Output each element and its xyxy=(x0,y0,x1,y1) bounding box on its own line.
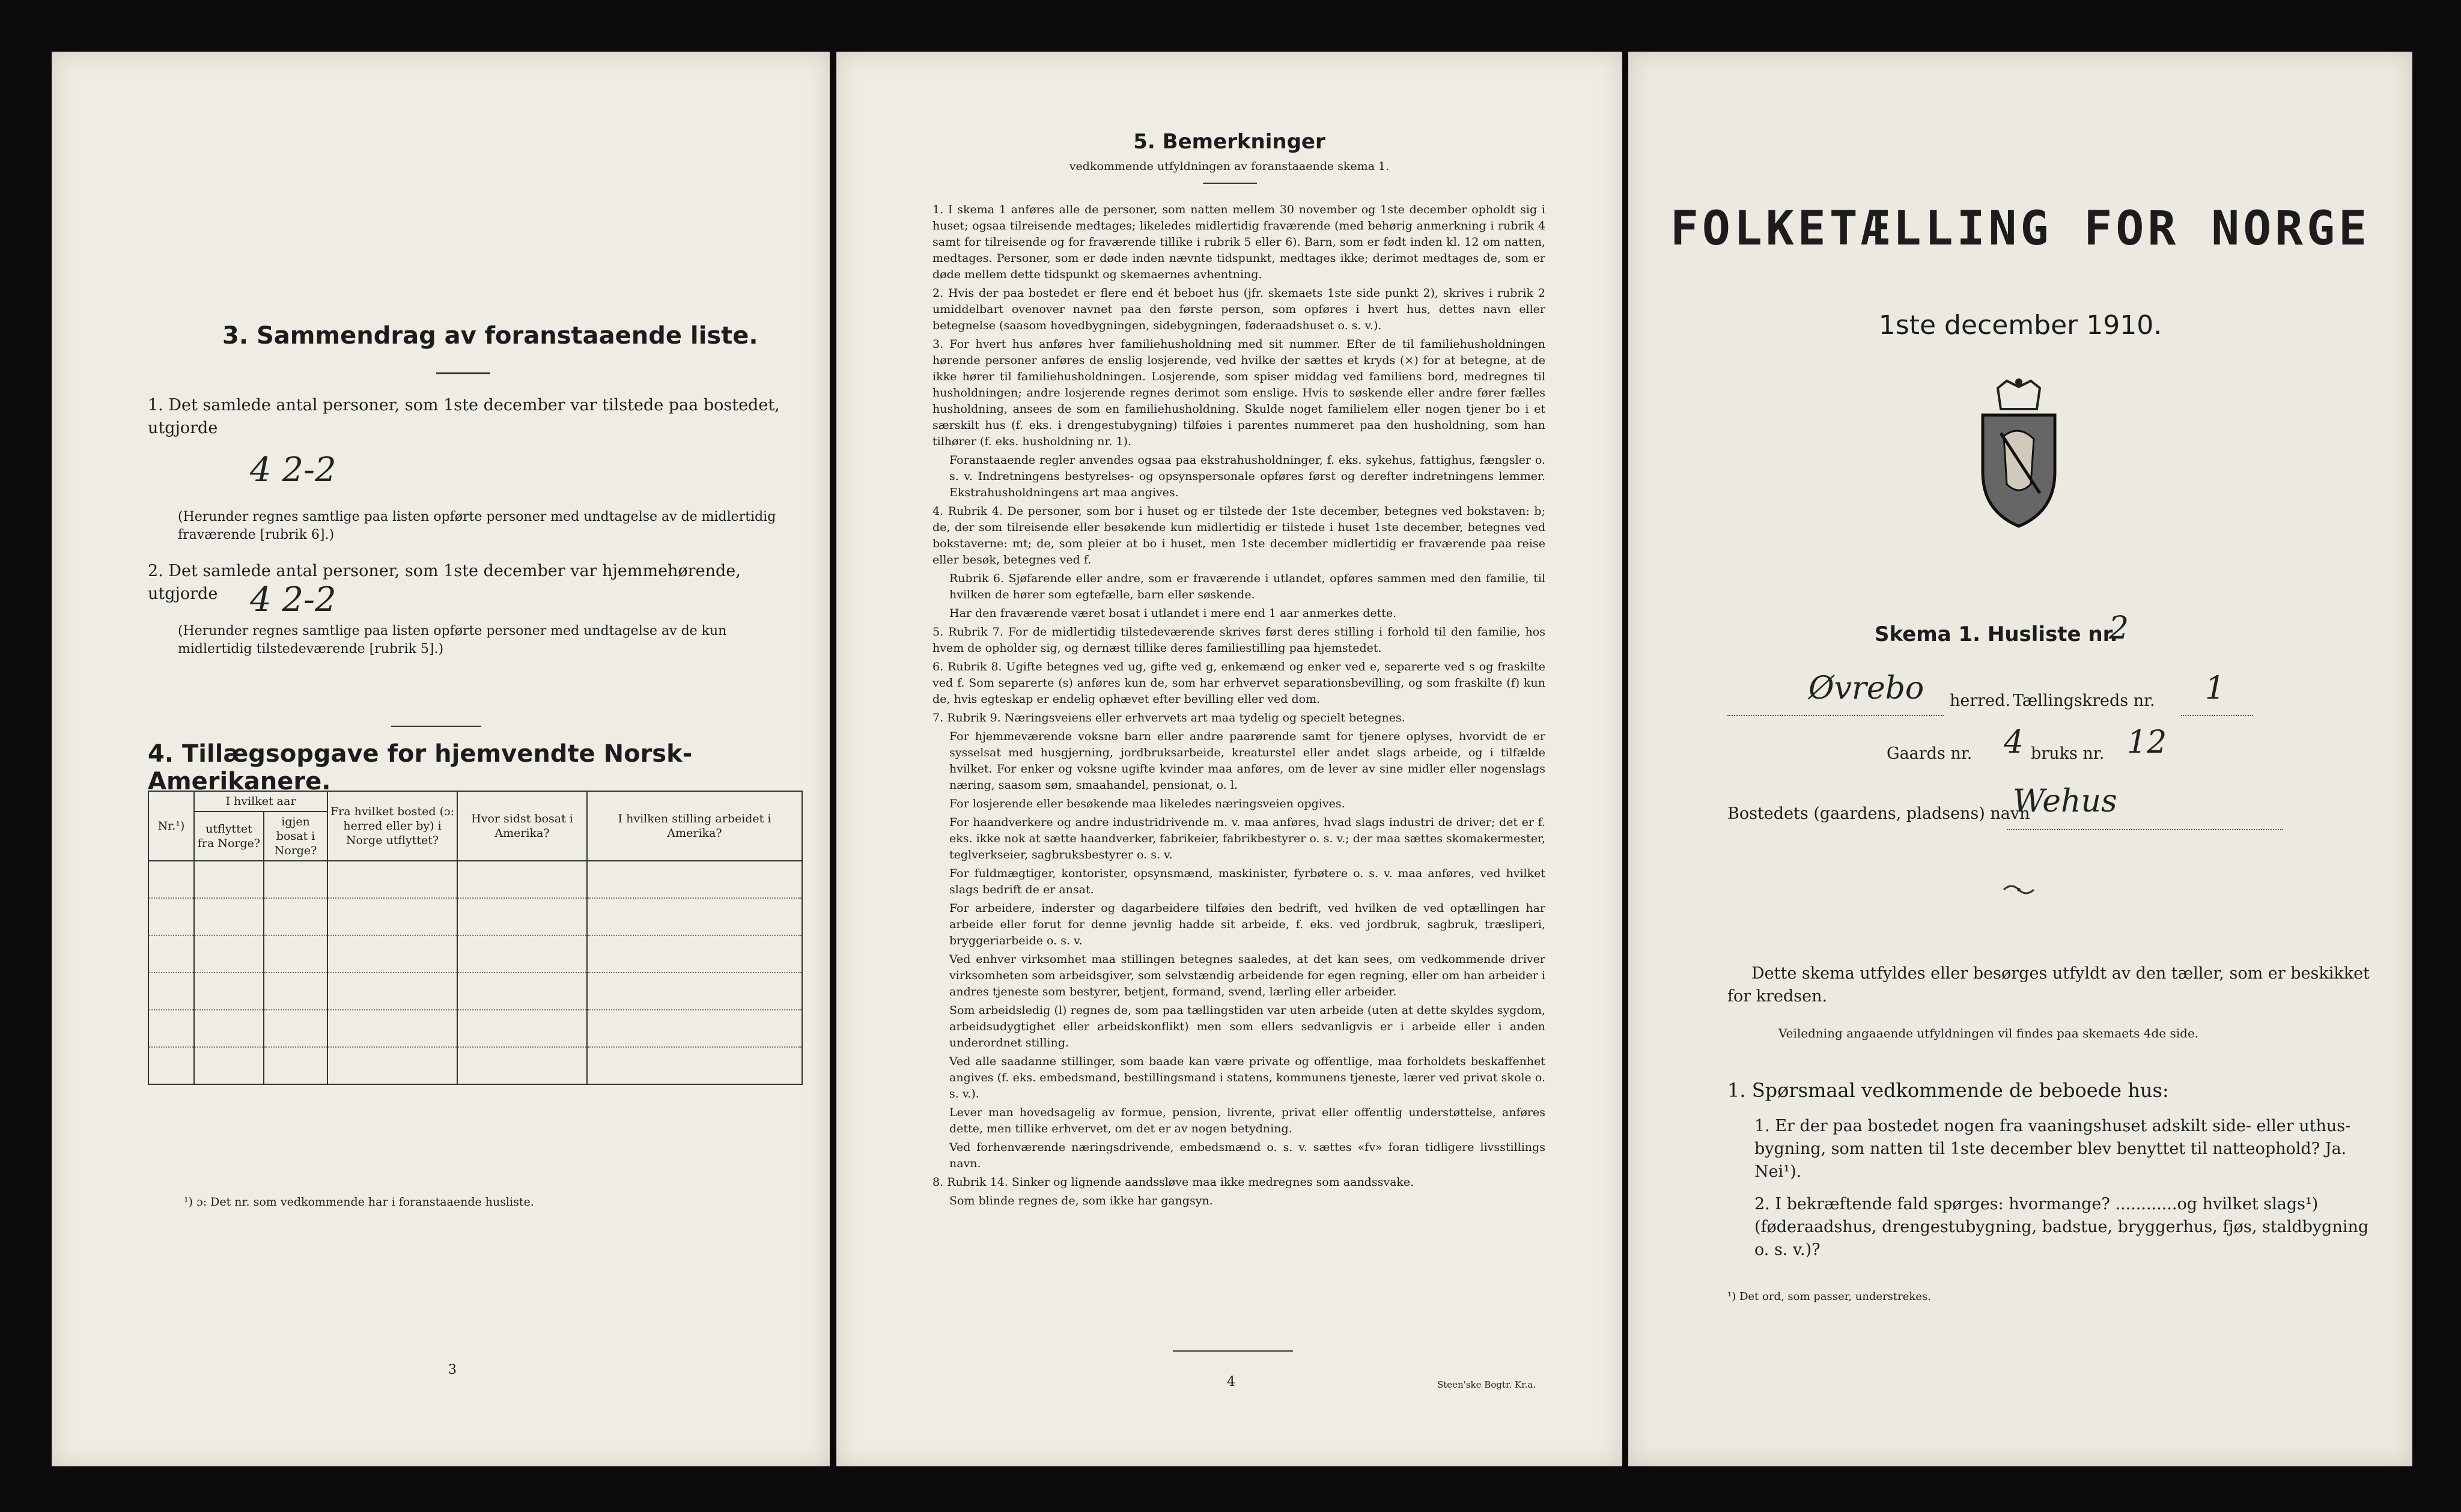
col-nr: Nr.¹) xyxy=(148,791,194,861)
item1-text: 1. Det samlede antal personer, som 1ste december var tilstede paa bostedet, utgjorde xyxy=(148,396,780,437)
remark-paragraph: Ved forhenværende næringsdrivende, embedsmænd o. s. v. sættes «fv» foran tidligere livsstillings navn. xyxy=(949,1141,1545,1170)
remark-paragraph: For hjemmeværende voksne barn eller andre paarørende samt for tjenere oplyses, hvorvidt de er sysselsat med husgjerning, jordbruksarbeide, kreaturstel eller andet slags arbeide, og i tilfælde hvilket. For enker og voksne ugifte kvinder maa anføres, om de lever av sine midler eller nogenslags næring, saasom søm, smaahandel, pensionat, o. l. xyxy=(949,730,1545,792)
section3-title: 3. Sammendrag av foranstaaende liste. xyxy=(222,322,758,350)
remarks-subtitle: vedkommende utfyldningen av foranstaaende skema 1. xyxy=(1069,160,1390,173)
bosted-value: Wehus xyxy=(2013,783,2117,819)
divider xyxy=(1173,1350,1293,1352)
remark-paragraph: For losjerende eller besøkende maa likeledes næringsveien opgives. xyxy=(949,797,1345,810)
table-row xyxy=(148,935,802,973)
intro-text: Dette skema utfyldes eller besørges utfyldt av den tæller, som er beskikket for kredsen. xyxy=(1727,964,2370,1006)
remark-paragraph: Ved alle saadanne stillinger, som baade kan være private og offentlige, maa forholdets beskaffenhet angives (f. eks. embedsmand, bestillingsmand i statens, kommunens tjeneste, lærer ved privat skole o. s. v.). xyxy=(949,1055,1545,1101)
remark-paragraph: 1. I skema 1 anføres alle de personer, som natten mellem 30 november og 1ste december opholdt sig i huset; ogsaa tilreisende medtages; likeledes midlertidig fraværende (med behørig anmerkning i rubrik 4 samt for tilreisende og for fraværende tillike i rubrik 5 eller 6). Barn, som er født inden kl. 12 om natten, medtages. Personer, som er døde inden nævnte tidspunkt, medtages ikke; derimot medtages de, som er døde mellem dette tidspunkt og skemaernes avhentning. xyxy=(932,203,1545,281)
page3-footnote: ¹) Det ord, som passer, understrekes. xyxy=(1727,1290,1931,1303)
item2-text: 2. Det samlede antal personer, som 1ste december var hjemmehørende, utgjorde xyxy=(148,562,741,603)
census-title: FOLKETÆLLING FOR NORGE xyxy=(1670,202,2371,256)
page-number: 4 xyxy=(1227,1374,1235,1389)
remark-paragraph: 3. For hvert hus anføres hver familiehusholdning med sit nummer. Efter de til familiehusholdningen hørende personer anføres de enslig losjerende, ved hvilke der sættes et kryds (×) for at betegne, at de ikke hører til familiehusholdningen. Losjerende, som spiser middag ved familiens bord, medregnes til husholdningen; andre losjerende regnes derimot som enslige. Hvis to søskende eller andre fører fælles husholdning, ansees de som en familiehusholdning. Skulde noget familielem eller nogen tjener bo i et særskilt hus (f. eks. i drengestubygning) tilføies i parentes nummeret paa den husholdning, som han tilhører (f. eks. husholdning nr. 1). xyxy=(932,338,1545,448)
col-utflyttet: utflyttet fra Norge? xyxy=(194,812,264,861)
remark-paragraph: For haandverkere og andre industridrivende m. v. maa anføres, hvad slags industri de driver; det er f. eks. ikke nok at sætte haandverker, fabrikeier, fabrikbestyrer o. s. v.; der maa sættes skomakermester, teglverkseier, sagbruksbestyrer o. s. v. xyxy=(949,816,1545,861)
herred-value: Øvrebo xyxy=(1808,670,1924,706)
remark-paragraph: 8. Rubrik 14. Sinker og lignende aandssløve maa ikke medregnes som aandssvake. xyxy=(932,1176,1414,1189)
remark-paragraph: Som blinde regnes de, som ikke har gangsyn. xyxy=(949,1194,1213,1207)
item2-value: 4 2-2 xyxy=(250,580,336,619)
table-row xyxy=(148,1010,802,1047)
divider xyxy=(391,726,481,727)
ornament-icon xyxy=(2001,881,2037,899)
printer-mark: Steen'ske Bogtr. Kr.a. xyxy=(1437,1379,1536,1390)
question-1: 1. Er der paa bostedet nogen fra vaaningshuset adskilt side- eller uthus-bygning, som natten til 1ste december blev benyttet til natteophold? Ja. Nei¹). xyxy=(1754,1117,2351,1181)
remark-paragraph: For arbeidere, inderster og dagarbeidere tilføies den bedrift, ved hvilken de ved optællingen har arbeide eller forut for denne jevnlig hadde sit arbeide, f. eks. ved jordbruk, sagbruk, træsliperi, bryggeriarbeide o. s. v. xyxy=(949,902,1545,947)
intro-note: Veiledning angaaende utfyldningen vil findes paa skemaets 4de side. xyxy=(1778,1026,2199,1040)
page-middle xyxy=(836,52,1622,1466)
table-row xyxy=(148,1047,802,1084)
col-fra: Fra hvilket bosted (ɔ: herred eller by) i Norge utflyttet? xyxy=(327,791,457,861)
col-group: I hvilket aar xyxy=(194,791,327,812)
remark-paragraph: 7. Rubrik 9. Næringsveiens eller erhvervets art maa tydelig og specielt betegnes. xyxy=(932,711,1405,724)
remark-paragraph: 6. Rubrik 8. Ugifte betegnes ved ug, gifte ved g, enkemænd og enker ved e, separerte ved s og fraskilte ved f. Som separerte (s) anføres kun de, som har erhvervet separationsbevilling, og som fraskilte (f) kun de, hvis egteskap er endelig ophævet efter bevilling eller ved dom. xyxy=(932,660,1545,706)
census-date: 1ste december 1910. xyxy=(1878,310,2162,341)
table-row xyxy=(148,973,802,1010)
remark-paragraph: Som arbeidsledig (l) regnes de, som paa tællingstiden var uten arbeide (uten at dette skyldes sygdom, arbeidsudygtighet eller arbeidskonflikt) men som ellers sedvanligvis er i arbeide eller i anden underordnet stilling. xyxy=(949,1004,1545,1049)
remark-paragraph: Rubrik 6. Sjøfarende eller andre, som er fraværende i utlandet, opføres sammen med den familie, til hvilken de hører som egtefælle, barn eller søskende. xyxy=(949,572,1545,601)
col-igjen: igjen bosat i Norge? xyxy=(264,812,327,861)
kreds-label: Tællingskreds nr. xyxy=(2013,691,2155,710)
remark-paragraph: 2. Hvis der paa bostedet er flere end ét beboet hus (jfr. skemaets 1ste side punkt 2), skrives i rubrik 2 umiddelbart ovenover navnet paa den første person, som opføres i hvert hus, dettes navn eller betegnelse (saasom hovedbygningen, sidebygningen, føderaadshuset o. s. v.). xyxy=(932,287,1545,332)
bruks-label: bruks nr. xyxy=(2031,744,2105,763)
gaards-label: Gaards nr. xyxy=(1887,744,1973,763)
question-2: 2. I bekræftende fald spørges: hvormange? ............og hvilket slags¹) (føderaadshus, drengestubygning, badstue, bryggerhus, fjøs, staldbygning o. s. v.)? xyxy=(1754,1195,2369,1259)
divider xyxy=(436,372,490,374)
remark-paragraph: For fuldmægtiger, kontorister, opsynsmænd, maskinister, fyrbøtere o. s. v. maa anføres, ved hvilket slags bedrift de er ansat. xyxy=(949,867,1545,896)
page-left xyxy=(52,52,830,1466)
remark-paragraph: Har den fraværende været bosat i utlandet i mere end 1 aar anmerkes dette. xyxy=(949,607,1397,620)
remark-paragraph: Ved enhver virksomhet maa stillingen betegnes saaledes, at det kan sees, om vedkommende driver virksomheten som arbeidsgiver, som selvstændig arbeidende for egen regning, eller om han arbeider i andres tjeneste som bestyrer, betjent, formand, svend, lærling eller arbeider. xyxy=(949,953,1545,998)
skema-label: Skema 1. Husliste nr. xyxy=(1875,622,2118,646)
col-stilling: I hvilken stilling arbeidet i Amerika? xyxy=(587,791,802,861)
table-footnote: ¹) ɔ: Det nr. som vedkommende har i foranstaaende husliste. xyxy=(184,1195,534,1209)
item1-note: (Herunder regnes samtlige paa listen opførte personer med undtagelse av de midlertidig fraværende [rubrik 6].) xyxy=(178,509,776,542)
remark-paragraph: 4. Rubrik 4. De personer, som bor i huset og er tilstede der 1ste december, betegnes ved bokstaven: b; de, der som tilreisende eller besøkende kun midlertidig er tilstede i huset 1ste december, betegnes ved bokstaverne: mt; de, som pleier at bo i huset, men 1ste december midlertidig er fraværende paa reise eller besøk, betegnes ved f. xyxy=(932,505,1545,566)
remarks-text xyxy=(932,202,1545,1212)
page-right xyxy=(1628,52,2412,1466)
section4-title: 4. Tillægsopgave for hjemvendte Norsk-Amerikanere. xyxy=(148,740,693,795)
remark-paragraph: Foranstaaende regler anvendes ogsaa paa ekstrahusholdninger, f. eks. sykehus, fattighus, fængsler o. s. v. Indretningens bestyrelses- og opsynspersonale opføres først og derefter indretningens lemmer. Ekstrahusholdningens art maa angives. xyxy=(949,454,1545,499)
husliste-number: 2 xyxy=(2109,610,2129,646)
gaards-value: 4 xyxy=(2004,724,2024,761)
bosted-label: Bostedets (gaardens, pladsens) navn xyxy=(1727,804,2030,823)
bruks-value: 12 xyxy=(2127,724,2167,761)
question-section-title: 1. Spørsmaal vedkommende de beboede hus: xyxy=(1727,1079,2169,1102)
table-row xyxy=(148,861,802,898)
kreds-value: 1 xyxy=(2205,670,2225,706)
item1-value: 4 2-2 xyxy=(250,451,336,490)
herred-label: herred. xyxy=(1950,691,2011,710)
col-hvor: Hvor sidst bosat i Amerika? xyxy=(457,791,587,861)
norsk-amerikanere-table xyxy=(148,791,803,1085)
remark-paragraph: 5. Rubrik 7. For de midlertidig tilstedeværende skrives først deres stilling i forhold til den familie, hos hvem de opholder sig, og dernæst tillike deres familiestilling paa hjemstedet. xyxy=(932,625,1545,655)
divider xyxy=(1203,183,1257,184)
coat-of-arms-icon xyxy=(1965,376,2073,532)
table-row xyxy=(148,898,802,935)
page-number: 3 xyxy=(448,1362,457,1377)
remarks-title: 5. Bemerkninger xyxy=(1133,130,1325,154)
remark-paragraph: Lever man hovedsagelig av formue, pension, livrente, privat eller offentlig understøttelse, anføres dette, men tillike erhvervet, om det er av nogen betydning. xyxy=(949,1106,1545,1135)
item2-note: (Herunder regnes samtlige paa listen opførte personer med undtagelse av de kun midlertidig tilstedeværende [rubrik 5].) xyxy=(178,624,727,657)
